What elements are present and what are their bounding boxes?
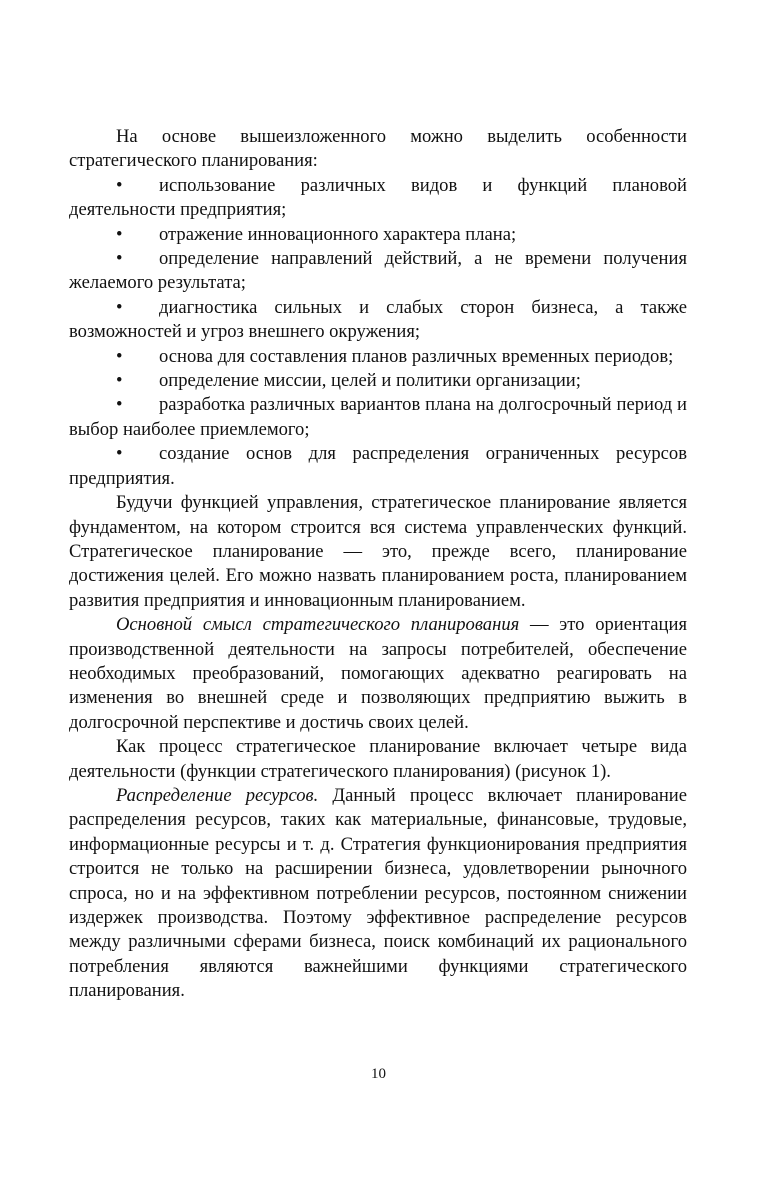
resources-term: Распределение ресурсов.	[116, 784, 319, 806]
bullet-marker: •	[116, 248, 123, 270]
bullet-item	[69, 296, 687, 345]
bullet-text: определение миссии, целей и политики организации;	[159, 370, 581, 392]
bullet-text: разработка различных вариантов плана на долгосрочный период и выбор наиболее приемлемого;	[69, 394, 687, 440]
bullet-item	[69, 345, 687, 369]
bullet-text: создание основ для распределения ограниченных ресурсов предприятия.	[69, 443, 687, 489]
bullet-marker: •	[116, 370, 123, 392]
meaning-text: — это ориентация производственной деятельности на запросы потребителей, обеспечение необходимых преобразований, помогающих адекватно реагировать на изменения во внешней среде и позволяющих предприятию выжить в долгосрочной перспективе и достичь своих целей.	[69, 614, 687, 733]
bullet-marker: •	[116, 443, 123, 465]
bullet-item	[69, 247, 687, 296]
resources-text: Данный процесс включает планирование распределения ресурсов, таких как материальные, финансовые, трудовые, информационные ресурсы и т. д. Стратегия функционирования предприятия строится не только на расширении бизнеса, удовлетворении рыночного спроса, но и на эффективном потреблении ресурсов, постоянном снижении издержек производства. Поэтому эффективное распределение ресурсов между различными сферами бизнеса, поиск комбинаций их рационального потребления являются важнейшими функциями стратегического планирования.	[69, 784, 687, 1002]
bullet-item	[69, 174, 687, 223]
bullet-text: диагностика сильных и слабых сторон бизнеса, а также возможностей и угроз внешнего окружения;	[69, 296, 687, 343]
bullet-item	[69, 369, 687, 393]
bullet-item	[69, 393, 687, 442]
page-number: 10	[371, 1066, 386, 1082]
meaning-term: Основной смысл стратегического планирования	[116, 614, 520, 636]
resources-paragraph	[69, 784, 687, 1004]
bullet-marker: •	[116, 394, 123, 416]
function-paragraph: Будучи функцией управления, стратегическое планирование является фундаментом, на котором строится вся система управленческих функций. Стратегическое планирование — это, прежде всего, планирование достижения целей. Его можно назвать планированием роста, планированием развития предприятия и инновационным планированием.	[69, 492, 687, 611]
bullet-text: использование различных видов и функций плановой деятельности предприятия;	[69, 174, 687, 221]
bullet-text: основа для составления планов различных временных периодов;	[159, 345, 674, 367]
bullet-text: определение направлений действий, а не времени получения желаемого результата;	[69, 248, 687, 294]
bullet-marker: •	[116, 296, 123, 318]
bullet-marker: •	[116, 223, 123, 245]
bullet-text: отражение инновационного характера плана;	[159, 223, 517, 245]
process-paragraph: Как процесс стратегическое планирование включает четыре вида деятельности (функции стратегического планирования) (рисунок 1).	[69, 736, 687, 782]
intro-paragraph: На основе вышеизложенного можно выделить особенности стратегического планирования:	[69, 126, 687, 172]
meaning-paragraph	[69, 613, 687, 735]
bullet-marker: •	[116, 345, 123, 367]
bullet-item	[69, 442, 687, 491]
page-body	[69, 125, 687, 1004]
bullet-item	[69, 223, 687, 247]
bullet-marker: •	[116, 174, 123, 196]
